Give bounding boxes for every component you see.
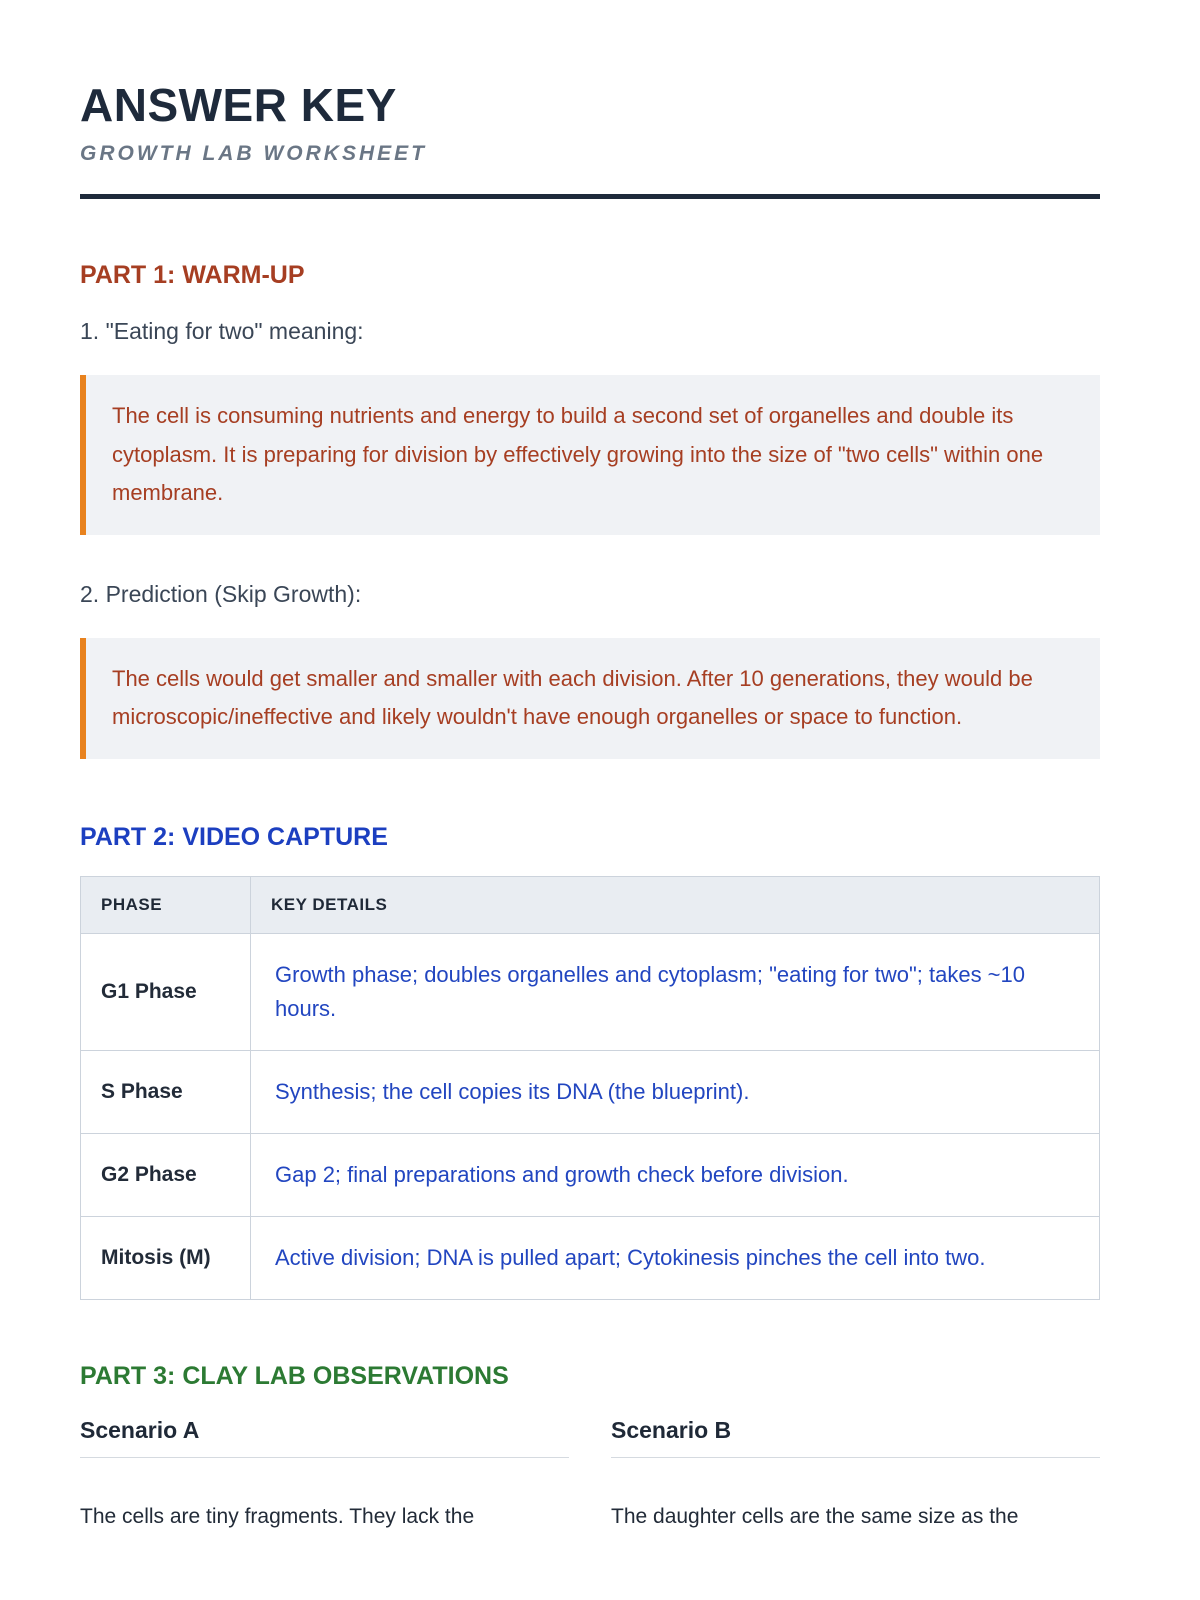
details-column-header: KEY DETAILS	[251, 876, 1100, 933]
page-title: ANSWER KEY	[80, 79, 397, 131]
question-1-prompt: 1. "Eating for two" meaning:	[80, 318, 364, 344]
answer-block-2	[80, 638, 1100, 759]
phase-name: Mitosis (M)	[81, 1216, 251, 1299]
scenario-b-title: Scenario B	[611, 1417, 1100, 1458]
phase-table	[80, 876, 1100, 1300]
header	[80, 78, 1100, 166]
phase-table-header-row	[81, 876, 1100, 933]
scenario-b	[611, 1417, 1100, 1534]
table-row-s	[81, 1050, 1100, 1133]
table-row-g2	[81, 1133, 1100, 1216]
scenario-a-title: Scenario A	[80, 1417, 569, 1458]
phase-details: Synthesis; the cell copies its DNA (the blueprint).	[251, 1050, 1100, 1133]
phase-name: G2 Phase	[81, 1133, 251, 1216]
scenario-b-text: The daughter cells are the same size as the	[611, 1504, 1019, 1528]
phase-column-header: PHASE	[81, 876, 251, 933]
part2-heading: PART 2: VIDEO CAPTURE	[80, 822, 388, 851]
scenario-a	[80, 1417, 569, 1534]
phase-name: S Phase	[81, 1050, 251, 1133]
scenario-columns	[80, 1417, 1100, 1534]
scenario-a-text: The cells are tiny fragments. They lack the	[80, 1504, 475, 1528]
answer-2-text: The cells would get smaller and smaller with each division. After 10 generations, they would be microscopic/ineffective and likely wouldn't have enough organelles or space to function.	[112, 665, 1033, 729]
answer-block-1	[80, 375, 1100, 535]
table-row-mitosis	[81, 1216, 1100, 1299]
table-row-g1	[81, 933, 1100, 1050]
part1-heading: PART 1: WARM-UP	[80, 261, 305, 289]
header-divider	[80, 194, 1100, 199]
page-subtitle: GROWTH LAB WORKSHEET	[80, 142, 427, 165]
phase-details: Gap 2; final preparations and growth check before division.	[251, 1133, 1100, 1216]
part1-section	[80, 261, 1100, 759]
phase-name: G1 Phase	[81, 933, 251, 1050]
phase-details: Growth phase; doubles organelles and cytoplasm; "eating for two"; takes ~10 hours.	[251, 933, 1100, 1050]
question-2-prompt: 2. Prediction (Skip Growth):	[80, 580, 362, 607]
phase-details: Active division; DNA is pulled apart; Cytokinesis pinches the cell into two.	[251, 1216, 1100, 1299]
part2-section	[80, 823, 1100, 1300]
answer-1-text: The cell is consuming nutrients and energy to build a second set of organelles and double its cytoplasm. It is preparing for division by effectively growing into the size of "two cells" within one membrane.	[112, 403, 1044, 505]
part3-heading: PART 3: CLAY LAB OBSERVATIONS	[80, 1361, 509, 1390]
part3-section	[80, 1362, 1100, 1534]
